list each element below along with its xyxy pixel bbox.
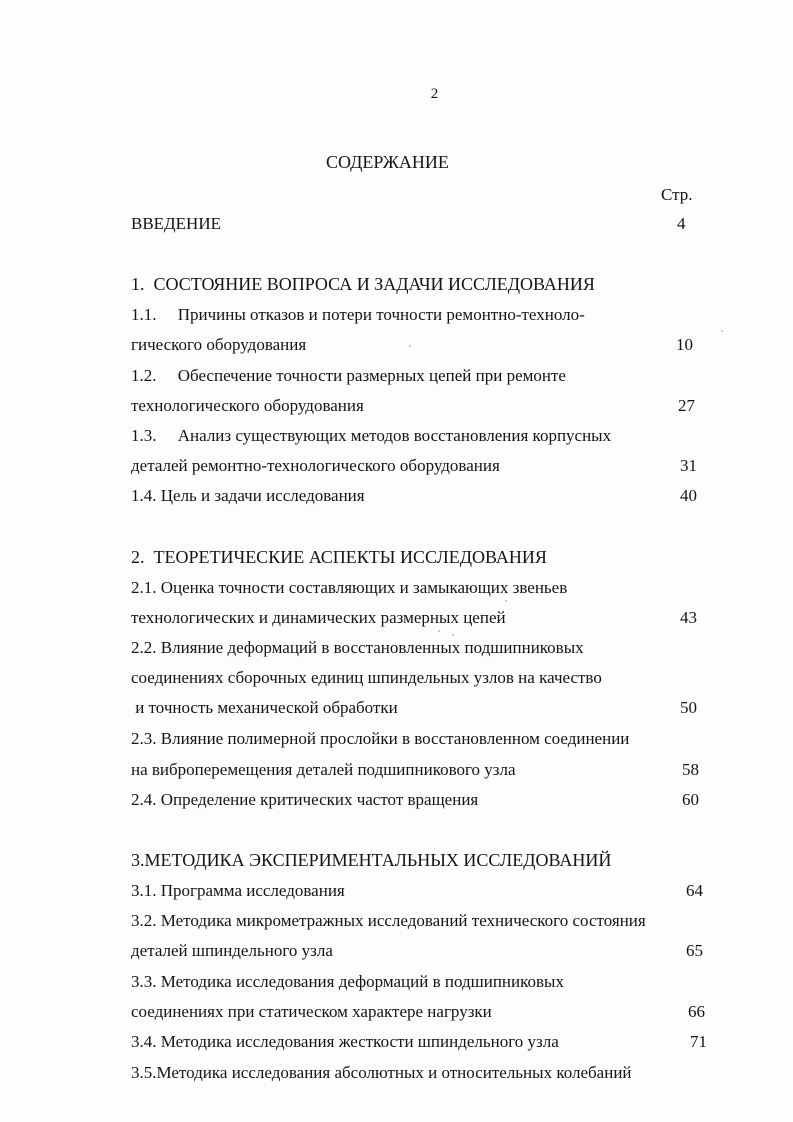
scan-speck [721, 330, 723, 332]
toc-page-1-1: 10 [676, 335, 693, 354]
toc-page-2-4: 60 [682, 790, 699, 809]
toc-page-introduction: 4 [677, 214, 686, 233]
toc-page-1-2: 27 [678, 396, 695, 415]
toc-chapter-1-heading: 1. СОСТОЯНИЕ ВОПРОСА И ЗАДАЧИ ИССЛЕДОВАНИЯ [131, 274, 595, 294]
toc-entry-2-2-line1: 2.2. Влияние деформаций в восстановленных подшипниковых [131, 638, 584, 657]
toc-entry-2-2-line3: и точность механической обработки [131, 698, 398, 717]
page-number: 2 [430, 86, 439, 102]
toc-entry-3-3-line1: 3.3. Методика исследования деформаций в подшипниковых [131, 972, 564, 991]
toc-page-3-2: 65 [686, 941, 703, 960]
toc-entry-3-1: 3.1. Программа исследования [131, 881, 345, 900]
toc-entry-1-2-line1: 1.2. Обеспечение точности размерных цепей при ремонте [131, 366, 566, 385]
toc-page-3-1: 64 [686, 881, 703, 900]
toc-entry-2-3-line1: 2.3. Влияние полимерной прослойки в восстановленном соединении [131, 729, 630, 748]
toc-entry-introduction: ВВЕДЕНИЕ [131, 214, 221, 233]
page-title [0, 152, 793, 173]
toc-entry-2-1-line1: 2.1. Оценка точности составляющих и замыкающих звеньев [131, 578, 568, 597]
toc-entry-3-2-line1: 3.2. Методика микрометражных исследований технического состояния [131, 911, 646, 930]
toc-entry-3-4: 3.4. Методика исследования жесткости шпиндельного узла [131, 1032, 559, 1051]
toc-entry-3-2-line2: деталей шпиндельного узла [131, 941, 333, 960]
page-title-text: СОДЕРЖАНИЕ [326, 152, 449, 172]
toc-page-3-4: 71 [690, 1032, 707, 1051]
toc-entry-1-4: 1.4. Цель и задачи исследования [131, 486, 365, 505]
toc-page-2-1: 43 [680, 608, 697, 627]
toc-entry-2-2-line2: соединениях сборочных единиц шпиндельных узлов на качество [131, 668, 602, 687]
toc-entry-2-3-line2: на виброперемещения деталей подшипникового узла [131, 760, 516, 779]
toc-page-2-2: 50 [680, 698, 697, 717]
page-column-header: Стр. [661, 185, 693, 204]
toc-entry-2-1-line2: технологических и динамических размерных цепей [131, 608, 506, 627]
toc-entry-1-2-line2: технологического оборудования [131, 396, 364, 415]
toc-entry-3-3-line2: соединениях при статическом характере нагрузки [131, 1002, 492, 1021]
toc-page-3-3: 66 [688, 1002, 705, 1021]
toc-entry-1-1-line1: 1.1. Причины отказов и потери точности ремонтно-техноло- [131, 305, 585, 324]
scan-speck [438, 630, 440, 632]
toc-page-1-3: 31 [680, 456, 697, 475]
toc-entry-2-4: 2.4. Определение критических частот вращения [131, 790, 479, 809]
scan-speck [409, 345, 411, 347]
toc-page-1-4: 40 [680, 486, 697, 505]
scan-speck [452, 634, 454, 636]
toc-chapter-3-heading: 3.МЕТОДИКА ЭКСПЕРИМЕНТАЛЬНЫХ ИССЛЕДОВАНИЙ [131, 850, 612, 870]
scan-speck [505, 600, 507, 602]
toc-entry-1-1-line2: гического оборудования [131, 335, 307, 354]
toc-entry-1-3-line1: 1.3. Анализ существующих методов восстановления корпусных [131, 426, 612, 445]
toc-entry-1-3-line2: деталей ремонтно-технологического оборудования [131, 456, 500, 475]
toc-entry-3-5-line1: 3.5.Методика исследования абсолютных и относительных колебаний [131, 1063, 632, 1082]
toc-page-2-3: 58 [682, 760, 699, 779]
toc-chapter-2-heading: 2. ТЕОРЕТИЧЕСКИЕ АСПЕКТЫ ИССЛЕДОВАНИЯ [131, 547, 547, 567]
